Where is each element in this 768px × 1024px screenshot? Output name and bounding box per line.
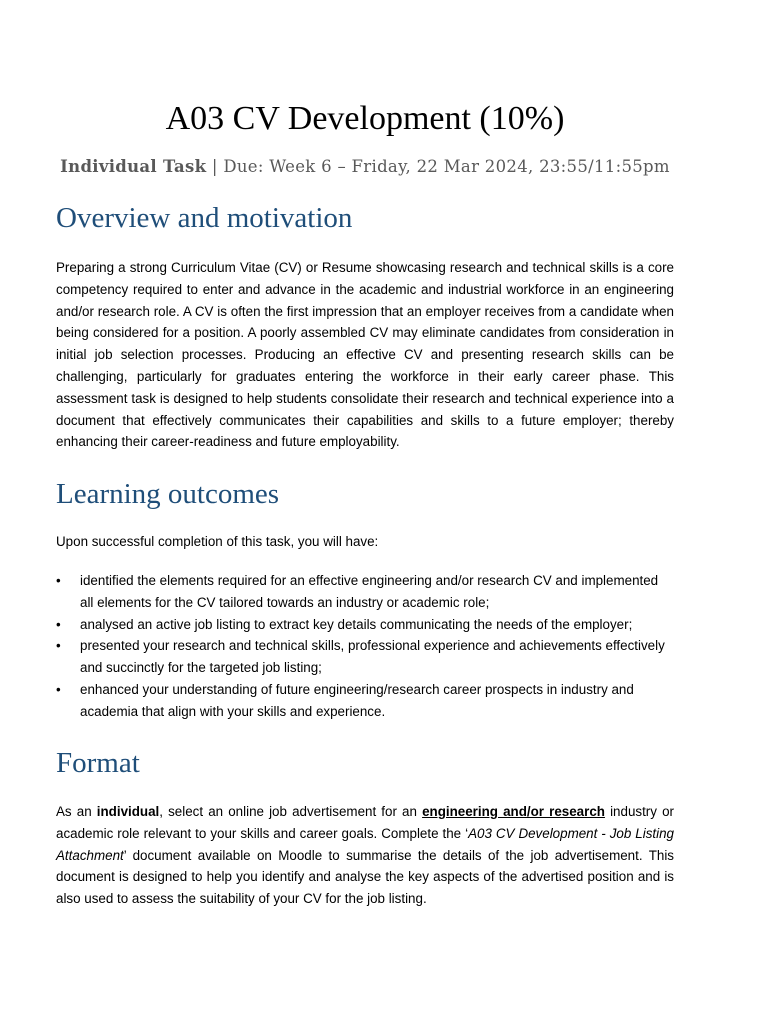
bullet-icon: • <box>56 638 61 654</box>
format-text: , select an online job advertisement for an <box>159 804 423 819</box>
list-item <box>56 570 674 614</box>
document-title: A03 CV Development (10%) <box>165 100 565 137</box>
due-date: Due: Week 6 – Friday, 22 Mar 2024, 23:55/11:55pm <box>223 157 670 176</box>
format-text: ’ document available on Moodle to summarise the details of the job advertisement. This document is designed to help you identify and analyse the key aspects of the advertised position and is also used to assess the suitability of your CV for the job listing. <box>56 847 674 907</box>
list-item-text: identified the elements required for an effective engineering and/or research CV and implemented all elements for the CV tailored towards an industry or academic role; <box>80 573 659 610</box>
bullet-icon: • <box>56 573 61 588</box>
subtitle-separator: | <box>206 157 224 176</box>
bullet-icon: • <box>56 616 61 632</box>
list-item <box>56 679 674 723</box>
format-emphasis-role-type: engineering and/or research <box>422 804 605 819</box>
learning-outcomes-heading: Learning outcomes <box>56 478 280 510</box>
overview-paragraph: Preparing a strong Curriculum Vitae (CV) or Resume showcasing research and technical skills is a core competency required to enter and advance in the academic and industrial workforce in an engineering and/or research role. A CV is often the first impression that an employer receives from a candidate when being considered for a position. A poorly assembled CV may eliminate candidates from consideration in initial job selection processes. Producing an effective CV and presenting research skills can be challenging, particularly for graduates entering the workforce in their early career phase. This assessment task is designed to help students consolidate their research and technical experience into a document that effectively communicates their capabilities and skills to a future employer; thereby enhancing their career-readiness and future employability. <box>56 260 674 450</box>
list-item-text: enhanced your understanding of future engineering/research career prospects in industry and academia that align with your skills and experience. <box>80 681 634 719</box>
format-emphasis-individual: individual <box>96 804 160 819</box>
format-document-name: A03 CV Development - Job Listing Attachment <box>56 825 674 863</box>
format-text: As an <box>56 804 97 819</box>
list-item <box>56 635 674 679</box>
overview-heading: Overview and motivation <box>56 202 353 234</box>
format-paragraph <box>56 801 674 910</box>
list-item <box>56 614 674 636</box>
task-type: Individual Task <box>60 157 207 176</box>
list-item-text: analysed an active job listing to extract key details communicating the needs of the employer; <box>80 616 633 632</box>
list-item-text: presented your research and technical skills, professional experience and achievements effectively and succinctly for the targeted job listing; <box>80 638 665 676</box>
learning-outcomes-list <box>56 570 674 723</box>
document-subtitle <box>0 156 730 178</box>
format-text: industry or academic role relevant to your skills and career goals. Complete the ‘ <box>56 804 674 841</box>
bullet-icon: • <box>56 681 61 697</box>
learning-outcomes-intro: Upon successful completion of this task, you will have: <box>56 534 379 549</box>
format-heading: Format <box>56 747 140 779</box>
